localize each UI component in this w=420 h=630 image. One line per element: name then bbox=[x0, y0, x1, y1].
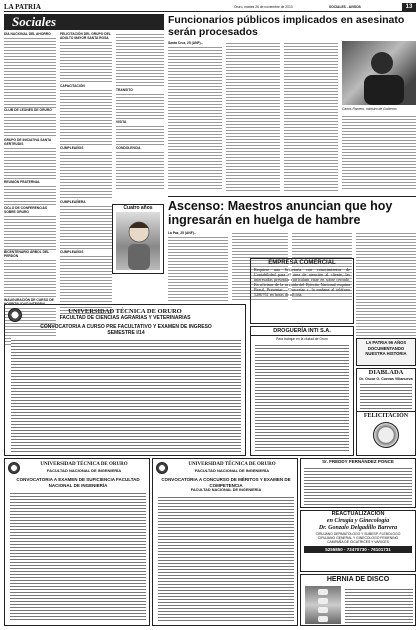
utu-logo-icon bbox=[8, 308, 22, 322]
lead-text-2 bbox=[226, 41, 280, 191]
sociales-col-3 bbox=[116, 32, 164, 202]
col1-text-5 bbox=[4, 214, 56, 250]
utu-examen-faculty: FACULTAD NACIONAL DE INGENIERÍA bbox=[46, 468, 122, 473]
col3-head-2: VISITA bbox=[116, 120, 127, 124]
utu-concurso-body bbox=[158, 495, 294, 621]
col1-head-1: DÍA NACIONAL DEL AHORRO bbox=[4, 32, 51, 36]
felicitacion-person: Sr. FREDDY FERNÁNDEZ PONCE bbox=[322, 459, 394, 464]
col1-text-2 bbox=[4, 112, 56, 138]
diablada-title: DIABLADA bbox=[368, 369, 404, 376]
patria-box bbox=[356, 338, 416, 366]
courses-line-1: CIRUJANO DERMATOLOGO Y SUBESP. FLEBOLOGO bbox=[315, 532, 401, 536]
second-headline: Ascenso: Maestros anuncian que hoy ingresarán en huelga de hambre bbox=[168, 199, 393, 227]
child-photo bbox=[116, 212, 160, 270]
utu-examen-logo-icon bbox=[8, 462, 20, 474]
lead-text-4 bbox=[342, 114, 416, 191]
child-photo-box bbox=[112, 204, 164, 274]
diablada-doctor: Dr. Oscar O. Coevas Villanueva bbox=[359, 377, 413, 381]
col2-head-5: CUMPLEAÑOS bbox=[60, 250, 84, 254]
utu-conv-faculty: FACULTAD DE CIENCIAS AGRARIAS Y VETERINARIAS bbox=[59, 315, 191, 321]
utu-examen-uni: UNIVERSIDAD TÉCNICA DE ORURO bbox=[40, 462, 128, 467]
paper-name: LA PATRIA bbox=[4, 3, 41, 11]
utu-examen-body bbox=[10, 491, 146, 621]
utu-concurso-subtitle: FACULTAD NACIONAL DE INGENIERÍA bbox=[190, 488, 262, 492]
right-column-text bbox=[356, 300, 416, 336]
courses-line-3: CAMPAÑA DE CICATRICES Y VARICES bbox=[327, 540, 389, 544]
hernia-ad bbox=[300, 574, 416, 626]
lead-photo bbox=[342, 41, 416, 105]
col1-text-1 bbox=[4, 36, 56, 108]
spine-image bbox=[305, 586, 341, 624]
person-photo-icon bbox=[342, 41, 416, 105]
col1-head-6: BICENTENARIO ÁRBOL DEL PERDÓN bbox=[4, 250, 50, 258]
col2-head-2: CAPACITACIÓN bbox=[60, 84, 85, 88]
child-photo-label: Cuatro años bbox=[123, 205, 153, 211]
courses-doctor: Dr. Gonzalo Delgadillo Barrera bbox=[318, 525, 398, 531]
col1-head-2: CLUB DE LEONES DE ORURO bbox=[4, 108, 52, 112]
lead-text-1 bbox=[168, 45, 222, 191]
col2-text-4 bbox=[60, 204, 112, 250]
col2-head-4: CUMPLEAÑERA bbox=[60, 200, 86, 204]
courses-title: en Cirugía y Ginecología bbox=[326, 518, 390, 524]
lead-dateline: Santa Cruz, 25 (ANF).- bbox=[168, 41, 203, 45]
col1-text-3 bbox=[4, 146, 56, 180]
lead-col-1 bbox=[168, 41, 222, 191]
drogueria-subtitle: Para trabajar en la ciudad de Oruro bbox=[276, 337, 328, 341]
masthead-date: Oruro, martes 26 de noviembre de 2013 bbox=[234, 5, 293, 9]
col2-text-1 bbox=[60, 40, 112, 84]
second-text-1 bbox=[168, 235, 228, 301]
utu-concurso-logo-icon bbox=[156, 462, 168, 474]
diablada-ad bbox=[356, 368, 416, 456]
utu-convocatoria-ad bbox=[4, 304, 246, 456]
col1-head-3: GRUPO DE INICIATIVA SANTA GERTRUDIS bbox=[4, 138, 52, 146]
drogueria-body bbox=[255, 343, 349, 451]
drogueria-ad bbox=[250, 326, 354, 456]
sociales-title: Sociales bbox=[12, 14, 57, 29]
hernia-body bbox=[345, 587, 413, 623]
utu-conv-body bbox=[11, 338, 241, 453]
lead-story bbox=[168, 14, 416, 194]
masthead bbox=[4, 3, 416, 12]
child-photo-icon bbox=[116, 212, 162, 270]
masthead-section: SOCIALES - AVISOS bbox=[329, 5, 361, 9]
col1-head-4: REUNIÓN FRATERNAL bbox=[4, 180, 41, 184]
second-col-1 bbox=[168, 231, 228, 301]
col1-head-7: INAUGURACIÓN DE CURSO DE HOSPITALIDAD INTEGRAL bbox=[4, 298, 54, 306]
col2-head-1: FELICITACIÓN DEL GRUPO DEL ADULTO MAYOR SANTA ROSA bbox=[60, 32, 111, 40]
col3-text-1 bbox=[116, 92, 164, 120]
lead-text-3 bbox=[284, 41, 338, 191]
page-number: 13 bbox=[402, 3, 416, 12]
felicitacion-body bbox=[304, 466, 412, 506]
sociales-header bbox=[4, 14, 164, 30]
utu-conv-subtitle: SEMESTRE I/14 bbox=[107, 330, 145, 336]
empresa-body: Requiere una Secretaria con conocimientos de Contabilidad para el área de atención al cliente, las interesadas presentar currículum vitae en sobre cerrado. En oficinas de la avenida del Ejército Nacional esquina Brasil, Presentar – Concretar c. la mañana al teléfono 5280761 en horas de oficina. bbox=[254, 267, 350, 297]
empresa-comercial-ad bbox=[250, 258, 354, 324]
col3-text-2 bbox=[116, 124, 164, 146]
medallion-icon bbox=[373, 422, 399, 448]
col2-head-3: CUMPLEAÑOS bbox=[60, 146, 84, 150]
second-dateline: La Paz, 25 (ANF).- bbox=[168, 231, 196, 235]
lead-photo-caption: Carlos Romero, ministro de Gobierno bbox=[342, 107, 397, 111]
utu-examen-title: CONVOCATORIA A EXAMEN DE SUFICIENCIA FACULTAD NACIONAL DE INGENIERÍA bbox=[16, 477, 140, 488]
col2-text-3 bbox=[60, 150, 112, 200]
utu-concurso-uni: UNIVERSIDAD TÉCNICA DE ORURO bbox=[188, 462, 276, 467]
col3-head-3: CONDOLENCIA bbox=[116, 146, 141, 150]
courses-phones: 5255850 - 72470730 - 76101731 bbox=[304, 546, 412, 553]
utu-conv-uni: UNIVERSIDAD TÉCNICA DE ORURO bbox=[68, 308, 182, 315]
drogueria-title: DROGUERÍA INTI S.A. bbox=[251, 327, 353, 336]
col1-text-4 bbox=[4, 184, 56, 206]
col3-text-0 bbox=[116, 32, 164, 88]
col1-head-5: CICLO DE CONFERENCIAS SOBRE ORURO bbox=[4, 206, 48, 214]
spine-icon bbox=[305, 586, 341, 624]
second-text-4 bbox=[356, 231, 416, 301]
utu-concurso-ad bbox=[152, 458, 298, 626]
lead-headline: Funcionarios públicos implicados en asesinato serán procesados bbox=[168, 14, 405, 38]
col3-text-3 bbox=[116, 150, 164, 190]
felicitacion-title: FELICITACIÓN bbox=[357, 411, 415, 420]
felicitacion-ad bbox=[300, 458, 416, 508]
col3-head-1: TRANSITO bbox=[116, 88, 133, 92]
utu-examen-ad bbox=[4, 458, 150, 626]
patria-box-text: LA PATRIA 96 AÑOS DOCUMENTANDO NUESTRA HISTORIA bbox=[365, 340, 407, 356]
utu-conv-title: CONVOCATORIA A CURSO PRE FACULTATIVO Y EXAMEN DE INGRESO bbox=[40, 324, 212, 330]
courses-line-2: CIRUJANO GENERAL Y GINECOLOGO FEMENINO bbox=[317, 536, 399, 540]
courses-head: REACTUALIZACIÓN bbox=[331, 511, 385, 517]
hernia-title: HERNIA DE DISCO bbox=[326, 576, 390, 583]
utu-concurso-faculty: FACULTAD NACIONAL DE INGENIERÍA bbox=[194, 468, 270, 473]
utu-concurso-title: CONVOCATORIA A CONCURSO DE MÉRITOS Y EXAMEN DE COMPETENCIA bbox=[161, 477, 291, 488]
empresa-title: EMPRESA COMERCIAL bbox=[268, 260, 336, 266]
diablada-body bbox=[360, 382, 412, 410]
col1-text-6 bbox=[4, 258, 56, 298]
courses-ad bbox=[300, 510, 416, 572]
col2-text-2 bbox=[60, 88, 112, 146]
